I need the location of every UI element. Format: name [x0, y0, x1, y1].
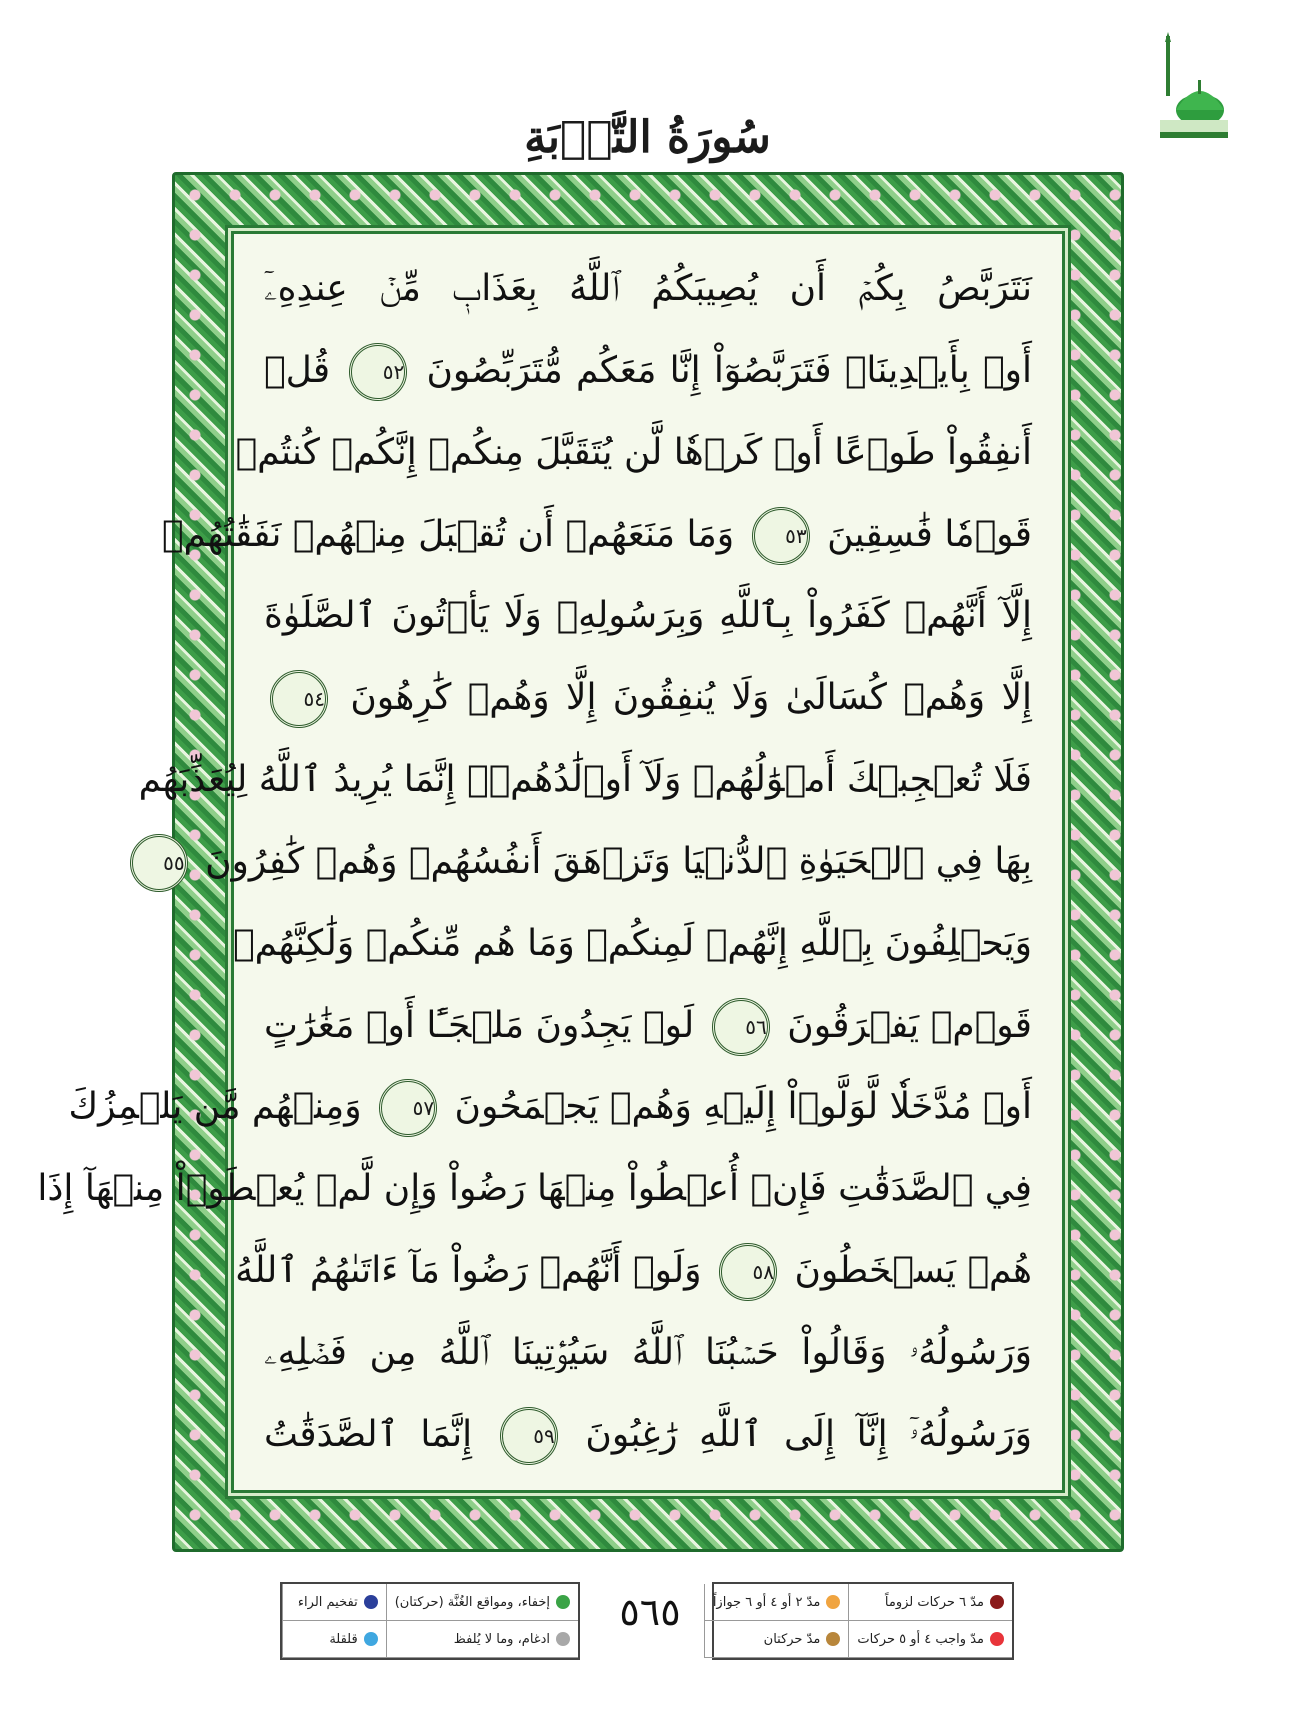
ayah-number-marker: ٥٢ [349, 343, 407, 401]
ornamental-border [37, 172, 1124, 1552]
legend-item: قلقلة [282, 1621, 386, 1658]
verse-line-14: وَرَسُولُهُۥ وَقَالُواْ حَسۡبُنَا ٱللَّهُ سَيُؤۡتِينَا ٱللَّهُ مِن فَضۡلِهِۦ [264, 1331, 1032, 1373]
verse-line-6: إِلَّا وَهُمۡ كُسَالَىٰ وَلَا يُنفِقُونَ إِلَّا وَهُمۡ كَٰرِهُونَ ٥٤ [264, 663, 1032, 733]
verse-panel [37, 231, 1065, 1493]
ayah-number-marker: ٥٤ [270, 670, 328, 728]
verse-line-8: بِهَا فِي ٱلۡحَيَوٰةِ ٱلدُّنۡيَا وَتَزۡهَقَ أَنفُسُهُمۡ وَهُمۡ كَٰفِرُونَ ٥٥ [264, 827, 1032, 897]
verse-line-4: قَوۡمٗا فَٰسِقِينَ ٥٣ وَمَا مَنَعَهُمۡ أَن تُقۡبَلَ مِنۡهُمۡ نَفَقَٰتُهُمۡ [264, 500, 1032, 570]
verse-line-13: هُمۡ يَسۡخَطُونَ ٥٨ وَلَوۡ أَنَّهُمۡ رَضُواْ مَآ ءَاتَىٰهُمُ ٱللَّهُ [264, 1236, 1032, 1306]
color-dot-icon [556, 1595, 570, 1609]
verse-line-5: إِلَّآ أَنَّهُمۡ كَفَرُواْ بِٱللَّهِ وَبِرَسُولِهِۦ وَلَا يَأۡتُونَ ٱلصَّلَوٰةَ [264, 595, 1032, 637]
color-dot-icon [990, 1632, 1004, 1646]
color-dot-icon [556, 1632, 570, 1646]
color-dot-icon [826, 1595, 840, 1609]
surah-title: سُورَةُ التَّوۡبَةِ [524, 112, 771, 163]
verse-line-15: وَرَسُولُهُۥٓ إِنَّآ إِلَى ٱللَّهِ رَٰغِبُونَ ٥٩ إِنَّمَا ٱلصَّدَقَٰتُ [264, 1400, 1032, 1470]
legend-item: تفخيم الراء [282, 1584, 386, 1621]
legend-item: مدّ ٢ أو ٤ أو ٦ جوازاً [704, 1584, 849, 1621]
color-dot-icon [364, 1595, 378, 1609]
ayah-number-marker: ٥٩ [500, 1407, 558, 1465]
color-dot-icon [826, 1632, 840, 1646]
legend-item: إخفاء، ومواقع الغُنَّة (حركتان) [386, 1584, 578, 1621]
tajweed-legend-left [280, 1582, 580, 1660]
verse-text [37, 254, 1033, 1470]
legend-item: مدّ واجب ٤ أو ٥ حركات [848, 1621, 1012, 1658]
ayah-number-marker: ٥٧ [379, 1079, 437, 1137]
verse-line-7: فَلَا تُعۡجِبۡكَ أَمۡوَٰلُهُمۡ وَلَآ أَوۡلَٰدُهُمۡۚ إِنَّمَا يُرِيدُ ٱللَّهُ لِيُعَذِّبَهُم [138, 759, 1032, 801]
ayah-number-marker: ٥٣ [752, 507, 810, 565]
verse-line-12: فِي ٱلصَّدَقَٰتِ فَإِنۡ أُعۡطُواْ مِنۡهَا رَضُواْ وَإِن لَّمۡ يُعۡطَوۡاْ مِنۡهَآ إِذَا [37, 1168, 1032, 1210]
ayah-number-marker: ٥٥ [130, 834, 188, 892]
verse-line-2: أَوۡ بِأَيۡدِينَاۖ فَتَرَبَّصُوٓاْ إِنَّا مَعَكُم مُّتَرَبِّصُونَ ٥٢ قُلۡ [264, 336, 1032, 406]
page-number: ٥٦٥ [619, 1590, 681, 1634]
verse-line-11: أَوۡ مُدَّخَلٗا لَّوَلَّوۡاْ إِلَيۡهِ وَهُمۡ يَجۡمَحُونَ ٥٧ وَمِنۡهُم مَّن يَلۡمِزُكَ [264, 1072, 1032, 1142]
legend-item: ادغام، وما لا يُلفظ [386, 1621, 578, 1658]
verse-line-10: قَوۡمٞ يَفۡرَقُونَ ٥٦ لَوۡ يَجِدُونَ مَلۡجَـًٔا أَوۡ مَغَٰرَٰتٍ [264, 991, 1032, 1061]
verse-line-1: نَتَرَبَّصُ بِكُمۡ أَن يُصِيبَكُمُ ٱللَّهُ بِعَذَابٖ مِّنۡ عِندِهِۦٓ [264, 268, 1032, 309]
ayah-number-marker: ٥٨ [719, 1243, 777, 1301]
verse-line-9: وَيَحۡلِفُونَ بِٱللَّهِ إِنَّهُمۡ لَمِنكُمۡ وَمَا هُم مِّنكُمۡ وَلَٰكِنَّهُمۡ [232, 922, 1032, 964]
color-dot-icon [990, 1595, 1004, 1609]
legend-item: مدّ ٦ حركات لزوماً [848, 1584, 1012, 1621]
tajweed-legend-right [712, 1582, 1014, 1660]
color-dot-icon [364, 1632, 378, 1646]
ayah-number-marker: ٥٦ [712, 998, 770, 1056]
verse-line-3: أَنفِقُواْ طَوۡعًا أَوۡ كَرۡهٗا لَّن يُتَقَبَّلَ مِنكُمۡ إِنَّكُمۡ كُنتُمۡ [235, 431, 1032, 473]
legend-item: مدّ حركتان [704, 1621, 849, 1658]
